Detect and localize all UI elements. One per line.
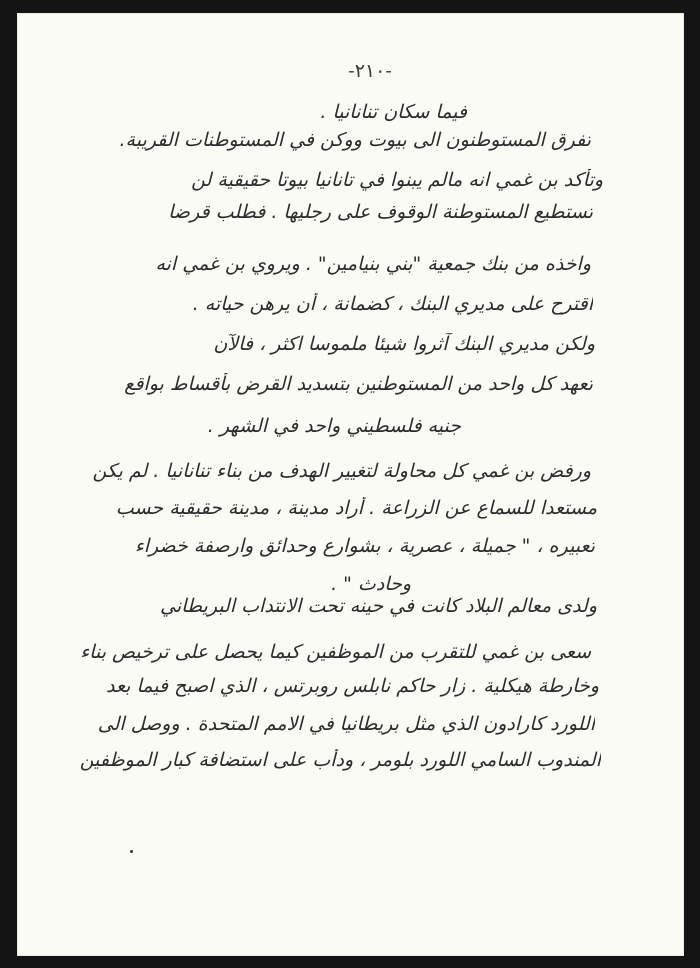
manuscript-page (17, 13, 684, 956)
page-number: -٢١٠- (348, 60, 392, 82)
text-line: المندوب السامي اللورد بلومر ، ودأب على استضافة كبار الموظفين (79, 749, 601, 771)
text-line: اقترح على مديري البنك ، كضمانة ، أن يرهن حياته . (192, 293, 593, 315)
text-line: وخارطة هيكلية . زار حاكم نابلس روبرتس ، الذي اصبح فيما بعد (106, 675, 599, 697)
text-line: فيما سكان تنانانيا . (320, 101, 467, 123)
text-line: جنيه فلسطيني واحد في الشهر . (207, 415, 461, 437)
text-line: واخذه من بنك جمعية "بني بنيامين" . ويروي بن غمي انه (155, 253, 591, 275)
text-line: تعبيره ، " جميلة ، عصرية ، بشوارع وحدائق وارصفة خضراء (134, 535, 595, 557)
text-line: وتأكد بن غمي انه مالم يبنوا في تانانيا بيوتا حقيقية لن (191, 169, 603, 191)
text-line: ورفض بن غمي كل محاولة لتغيير الهدف من بناء تنانانيا . لم يكن (92, 460, 591, 482)
text-line: اللورد كارادون الذي مثل بريطانيا في الامم المتحدة . ووصل الى (97, 713, 595, 735)
text-line: مستعدا للسماع عن الزراعة . أراد مدينة ، مدينة حقيقية حسب (115, 497, 597, 519)
text-line: تستطيع المستوطنة الوقوف على رجليها . فطلب قرضا (168, 201, 593, 223)
text-line: ولدى معالم البلاد كانت في حينه تحت الانتداب البريطاني (160, 595, 597, 617)
ink-dot (130, 850, 133, 853)
text-line: سعى بن غمي للتقرب من الموظفين كيما يحصل على ترخيص بناء (80, 641, 591, 663)
text-line: وحادث " . (331, 573, 411, 595)
text-line: تفرق المستوطنون الى بيوت ووكن في المستوطنات القريبة. (119, 129, 591, 151)
text-line: تعهد كل واحد من المستوطنين بتسديد القرض بأقساط بواقع (124, 373, 593, 395)
text-line: ولكن مديري البنك آثروا شيئا ملموسا اكثر ، فالآن (213, 333, 595, 355)
